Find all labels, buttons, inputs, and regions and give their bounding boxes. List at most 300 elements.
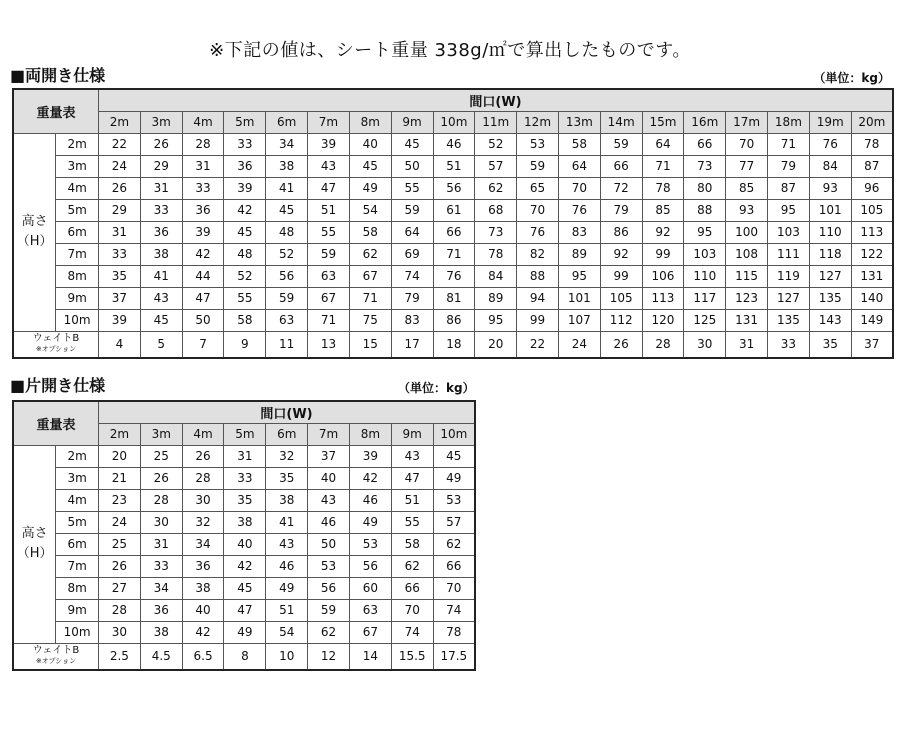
weight-cell: 37: [308, 445, 350, 467]
weight-cell: 74: [433, 599, 475, 621]
row-height-value: 10m: [56, 621, 99, 643]
row-height-value: 6m: [56, 533, 99, 555]
weight-cell: 50: [308, 533, 350, 555]
weight-cell: 84: [475, 265, 517, 287]
weight-cell: 31: [99, 221, 141, 243]
weight-cell: 60: [349, 577, 391, 599]
weight-cell: 58: [224, 309, 266, 331]
weight-cell: 63: [266, 309, 308, 331]
weight-cell: 70: [433, 577, 475, 599]
weight-cell: 33: [224, 467, 266, 489]
weight-cell: 76: [558, 199, 600, 221]
table-row: [13, 555, 475, 577]
table-row: [13, 445, 475, 467]
weight-cell: 87: [768, 177, 810, 199]
weight-cell: 45: [391, 133, 433, 155]
weight-cell: 45: [349, 155, 391, 177]
weight-cell: 33: [140, 199, 182, 221]
weight-b-cell: 2.5: [99, 643, 141, 670]
weight-cell: 39: [349, 445, 391, 467]
width-column-header: 3m: [140, 111, 182, 133]
weight-cell: 64: [642, 133, 684, 155]
weight-cell: 61: [433, 199, 475, 221]
weight-cell: 59: [517, 155, 559, 177]
weight-cell: 34: [266, 133, 308, 155]
weight-cell: 149: [851, 309, 893, 331]
weight-cell: 26: [140, 467, 182, 489]
width-column-header: 13m: [558, 111, 600, 133]
weight-cell: 46: [349, 489, 391, 511]
table-row: [13, 467, 475, 489]
weight-cell: 74: [391, 621, 433, 643]
weight-cell: 43: [308, 155, 350, 177]
weight-cell: 44: [182, 265, 224, 287]
weight-cell: 57: [433, 511, 475, 533]
weight-cell: 108: [726, 243, 768, 265]
width-column-header: 3m: [140, 423, 182, 445]
weight-b-cell: 20: [475, 331, 517, 358]
table-row: [13, 221, 893, 243]
weight-cell: 28: [182, 467, 224, 489]
weight-cell: 72: [600, 177, 642, 199]
weight-cell: 39: [308, 133, 350, 155]
weight-cell: 30: [140, 511, 182, 533]
weight-cell: 51: [308, 199, 350, 221]
weight-cell: 43: [391, 445, 433, 467]
weight-cell: 37: [99, 287, 141, 309]
weight-b-cell: 8: [224, 643, 266, 670]
weight-cell: 49: [349, 177, 391, 199]
weight-b-cell: 13: [308, 331, 350, 358]
weight-cell: 43: [140, 287, 182, 309]
width-column-header: 15m: [642, 111, 684, 133]
width-column-header: 14m: [600, 111, 642, 133]
row-height-value: 5m: [56, 511, 99, 533]
weight-cell: 59: [600, 133, 642, 155]
single-section-title: ■片開き仕様: [10, 376, 106, 395]
weight-cell: 73: [684, 155, 726, 177]
weight-b-label-text: ウェイトB: [32, 333, 80, 345]
width-column-header: 17m: [726, 111, 768, 133]
table-row: [13, 621, 475, 643]
weight-cell: 56: [266, 265, 308, 287]
weight-cell: 45: [224, 577, 266, 599]
width-column-header: 5m: [224, 423, 266, 445]
weight-cell: 32: [266, 445, 308, 467]
width-column-header: 6m: [266, 111, 308, 133]
width-column-header: 18m: [768, 111, 810, 133]
weight-cell: 25: [140, 445, 182, 467]
weight-cell: 127: [768, 287, 810, 309]
weight-cell: 52: [224, 265, 266, 287]
width-column-header: 19m: [809, 111, 851, 133]
weight-cell: 42: [349, 467, 391, 489]
width-column-header: 7m: [308, 111, 350, 133]
weight-b-cell: 4.5: [140, 643, 182, 670]
weight-cell: 125: [684, 309, 726, 331]
weight-cell: 87: [851, 155, 893, 177]
weight-cell: 54: [349, 199, 391, 221]
weight-cell: 33: [182, 177, 224, 199]
double-weight-table: [12, 88, 894, 359]
width-column-header: 11m: [475, 111, 517, 133]
weight-cell: 31: [224, 445, 266, 467]
weight-cell: 131: [851, 265, 893, 287]
weight-cell: 79: [600, 199, 642, 221]
weight-cell: 53: [433, 489, 475, 511]
table-row: [13, 177, 893, 199]
weight-cell: 51: [433, 155, 475, 177]
weight-cell: 105: [851, 199, 893, 221]
weight-b-cell: 37: [851, 331, 893, 358]
weight-cell: 42: [224, 199, 266, 221]
weight-cell: 94: [517, 287, 559, 309]
weight-b-cell: 10: [266, 643, 308, 670]
weight-cell: 57: [475, 155, 517, 177]
weight-b-cell: 17: [391, 331, 433, 358]
weight-cell: 115: [726, 265, 768, 287]
weight-cell: 76: [809, 133, 851, 155]
weight-b-cell: 11: [266, 331, 308, 358]
width-column-header: 8m: [349, 423, 391, 445]
width-column-header: 4m: [182, 111, 224, 133]
weight-cell: 50: [182, 309, 224, 331]
width-column-header: 4m: [182, 423, 224, 445]
weight-cell: 111: [768, 243, 810, 265]
weight-cell: 31: [182, 155, 224, 177]
weight-cell: 140: [851, 287, 893, 309]
weight-cell: 122: [851, 243, 893, 265]
weight-cell: 70: [517, 199, 559, 221]
weight-cell: 36: [182, 555, 224, 577]
weight-b-cell: 31: [726, 331, 768, 358]
width-header-row: [13, 111, 893, 133]
weight-cell: 75: [349, 309, 391, 331]
weight-b-option-note: ※オプション: [35, 657, 77, 666]
width-header: 間口(W): [99, 89, 894, 111]
weight-cell: 67: [308, 287, 350, 309]
weight-cell: 107: [558, 309, 600, 331]
weight-cell: 55: [391, 177, 433, 199]
weight-cell: 80: [684, 177, 726, 199]
weight-cell: 33: [224, 133, 266, 155]
single-unit-label: （単位：kg）: [398, 381, 475, 395]
weight-cell: 74: [391, 265, 433, 287]
weight-cell: 135: [809, 287, 851, 309]
weight-cell: 66: [600, 155, 642, 177]
header-row: [13, 401, 475, 423]
weight-cell: 67: [349, 621, 391, 643]
width-column-header: 12m: [517, 111, 559, 133]
weight-cell: 31: [140, 177, 182, 199]
table-row: [13, 199, 893, 221]
weight-cell: 40: [349, 133, 391, 155]
weight-cell: 45: [224, 221, 266, 243]
weight-cell: 40: [224, 533, 266, 555]
weight-b-cell: 12: [308, 643, 350, 670]
height-label-sub: （H）: [16, 234, 53, 249]
height-label-sub: （H）: [16, 546, 53, 561]
row-height-value: 3m: [56, 155, 99, 177]
row-height-value: 8m: [56, 577, 99, 599]
weight-cell: 53: [308, 555, 350, 577]
weight-cell: 85: [642, 199, 684, 221]
weight-cell: 92: [642, 221, 684, 243]
weight-cell: 28: [140, 489, 182, 511]
table-row: [13, 599, 475, 621]
weight-cell: 68: [475, 199, 517, 221]
weight-cell: 26: [99, 555, 141, 577]
height-label: [13, 133, 56, 331]
table-row: [13, 133, 893, 155]
weight-cell: 40: [308, 467, 350, 489]
weight-cell: 47: [224, 599, 266, 621]
weight-cell: 59: [308, 599, 350, 621]
width-column-header: 8m: [349, 111, 391, 133]
row-height-value: 3m: [56, 467, 99, 489]
weight-cell: 29: [140, 155, 182, 177]
row-height-value: 7m: [56, 555, 99, 577]
weight-cell: 89: [475, 287, 517, 309]
weight-cell: 55: [308, 221, 350, 243]
weight-cell: 89: [558, 243, 600, 265]
weight-cell: 113: [851, 221, 893, 243]
row-height-value: 10m: [56, 309, 99, 331]
weight-b-cell: 17.5: [433, 643, 475, 670]
weight-cell: 76: [517, 221, 559, 243]
weight-b-cell: 22: [517, 331, 559, 358]
weight-b-cell: 18: [433, 331, 475, 358]
weight-cell: 38: [266, 155, 308, 177]
weight-b-label: [13, 643, 99, 670]
weight-cell: 110: [809, 221, 851, 243]
height-label-text: 高さ: [21, 214, 48, 229]
weight-cell: 62: [391, 555, 433, 577]
corner-label: 重量表: [13, 89, 99, 133]
weight-b-cell: 5: [140, 331, 182, 358]
weight-cell: 117: [684, 287, 726, 309]
weight-cell: 62: [433, 533, 475, 555]
weight-cell: 20: [99, 445, 141, 467]
weight-cell: 51: [266, 599, 308, 621]
weight-cell: 46: [433, 133, 475, 155]
weight-cell: 42: [224, 555, 266, 577]
weight-cell: 48: [266, 221, 308, 243]
weight-cell: 42: [182, 621, 224, 643]
width-column-header: 6m: [266, 423, 308, 445]
row-height-value: 4m: [56, 489, 99, 511]
weight-cell: 71: [642, 155, 684, 177]
weight-cell: 93: [726, 199, 768, 221]
table-row: [13, 309, 893, 331]
weight-cell: 31: [140, 533, 182, 555]
table-row: [13, 577, 475, 599]
corner-label: 重量表: [13, 401, 99, 445]
weight-b-cell: 6.5: [182, 643, 224, 670]
width-column-header: 20m: [851, 111, 893, 133]
width-column-header: 7m: [308, 423, 350, 445]
weight-b-row: [13, 643, 475, 670]
weight-cell: 45: [266, 199, 308, 221]
weight-cell: 34: [140, 577, 182, 599]
weight-cell: 46: [308, 511, 350, 533]
weight-cell: 52: [475, 133, 517, 155]
weight-cell: 38: [182, 577, 224, 599]
weight-cell: 21: [99, 467, 141, 489]
weight-b-label-text: ウェイトB: [32, 645, 80, 657]
weight-b-cell: 28: [642, 331, 684, 358]
weight-cell: 88: [517, 265, 559, 287]
weight-cell: 95: [558, 265, 600, 287]
weight-cell: 36: [182, 199, 224, 221]
weight-cell: 56: [349, 555, 391, 577]
row-height-value: 4m: [56, 177, 99, 199]
weight-cell: 35: [266, 467, 308, 489]
weight-cell: 99: [517, 309, 559, 331]
weight-cell: 38: [224, 511, 266, 533]
weight-cell: 112: [600, 309, 642, 331]
weight-cell: 45: [433, 445, 475, 467]
single-weight-table: [12, 400, 476, 671]
weight-b-option-note: ※オプション: [35, 345, 77, 354]
weight-cell: 47: [308, 177, 350, 199]
weight-cell: 64: [558, 155, 600, 177]
weight-cell: 41: [140, 265, 182, 287]
weight-cell: 78: [475, 243, 517, 265]
weight-cell: 28: [99, 599, 141, 621]
weight-cell: 92: [600, 243, 642, 265]
weight-cell: 56: [308, 577, 350, 599]
weight-cell: 70: [726, 133, 768, 155]
weight-cell: 51: [391, 489, 433, 511]
weight-cell: 59: [308, 243, 350, 265]
weight-cell: 50: [391, 155, 433, 177]
weight-cell: 36: [224, 155, 266, 177]
calculation-note: ※下記の値は、シート重量 338g/㎡で算出したものです。: [209, 40, 691, 61]
weight-cell: 38: [140, 621, 182, 643]
table-row: [13, 243, 893, 265]
weight-cell: 30: [182, 489, 224, 511]
weight-cell: 71: [349, 287, 391, 309]
weight-cell: 64: [391, 221, 433, 243]
weight-cell: 45: [140, 309, 182, 331]
width-column-header: 2m: [99, 423, 141, 445]
weight-b-row: [13, 331, 893, 358]
weight-cell: 38: [140, 243, 182, 265]
weight-cell: 62: [349, 243, 391, 265]
width-column-header: 5m: [224, 111, 266, 133]
row-height-value: 7m: [56, 243, 99, 265]
weight-cell: 78: [851, 133, 893, 155]
weight-cell: 79: [768, 155, 810, 177]
weight-cell: 41: [266, 177, 308, 199]
height-label-text: 高さ: [21, 526, 48, 541]
weight-cell: 48: [224, 243, 266, 265]
table-row: [13, 287, 893, 309]
weight-cell: 59: [266, 287, 308, 309]
weight-cell: 81: [433, 287, 475, 309]
row-height-value: 9m: [56, 599, 99, 621]
weight-cell: 95: [768, 199, 810, 221]
weight-cell: 63: [308, 265, 350, 287]
weight-b-cell: 26: [600, 331, 642, 358]
weight-cell: 135: [768, 309, 810, 331]
weight-cell: 71: [768, 133, 810, 155]
weight-cell: 42: [182, 243, 224, 265]
weight-cell: 120: [642, 309, 684, 331]
weight-cell: 43: [308, 489, 350, 511]
table-row: [13, 489, 475, 511]
weight-cell: 41: [266, 511, 308, 533]
weight-cell: 56: [433, 177, 475, 199]
table-row: [13, 265, 893, 287]
weight-cell: 88: [684, 199, 726, 221]
weight-b-cell: 24: [558, 331, 600, 358]
weight-cell: 65: [517, 177, 559, 199]
weight-cell: 78: [433, 621, 475, 643]
weight-cell: 82: [517, 243, 559, 265]
table-row: [13, 155, 893, 177]
weight-cell: 105: [600, 287, 642, 309]
weight-cell: 95: [475, 309, 517, 331]
table-row: [13, 533, 475, 555]
weight-cell: 70: [558, 177, 600, 199]
weight-cell: 58: [391, 533, 433, 555]
weight-b-cell: 15.5: [391, 643, 433, 670]
weight-b-cell: 33: [768, 331, 810, 358]
weight-cell: 83: [391, 309, 433, 331]
weight-cell: 78: [642, 177, 684, 199]
weight-cell: 27: [99, 577, 141, 599]
weight-cell: 39: [224, 177, 266, 199]
width-column-header: 9m: [391, 423, 433, 445]
weight-b-cell: 15: [349, 331, 391, 358]
weight-cell: 58: [349, 221, 391, 243]
weight-cell: 49: [433, 467, 475, 489]
weight-cell: 47: [391, 467, 433, 489]
weight-cell: 118: [809, 243, 851, 265]
weight-cell: 67: [349, 265, 391, 287]
weight-cell: 53: [349, 533, 391, 555]
weight-cell: 131: [726, 309, 768, 331]
weight-cell: 24: [99, 155, 141, 177]
width-column-header: 2m: [99, 111, 141, 133]
weight-cell: 143: [809, 309, 851, 331]
width-column-header: 10m: [433, 111, 475, 133]
weight-cell: 28: [182, 133, 224, 155]
row-height-value: 2m: [56, 133, 99, 155]
weight-cell: 29: [99, 199, 141, 221]
weight-cell: 79: [391, 287, 433, 309]
weight-cell: 54: [266, 621, 308, 643]
weight-cell: 110: [684, 265, 726, 287]
weight-cell: 84: [809, 155, 851, 177]
weight-cell: 63: [349, 599, 391, 621]
weight-cell: 46: [266, 555, 308, 577]
row-height-value: 8m: [56, 265, 99, 287]
weight-cell: 99: [642, 243, 684, 265]
weight-cell: 93: [809, 177, 851, 199]
weight-cell: 35: [224, 489, 266, 511]
weight-cell: 52: [266, 243, 308, 265]
weight-cell: 95: [684, 221, 726, 243]
weight-cell: 30: [99, 621, 141, 643]
weight-cell: 127: [809, 265, 851, 287]
double-unit-label: （単位：kg）: [813, 71, 890, 85]
weight-cell: 106: [642, 265, 684, 287]
width-column-header: 9m: [391, 111, 433, 133]
weight-cell: 96: [851, 177, 893, 199]
